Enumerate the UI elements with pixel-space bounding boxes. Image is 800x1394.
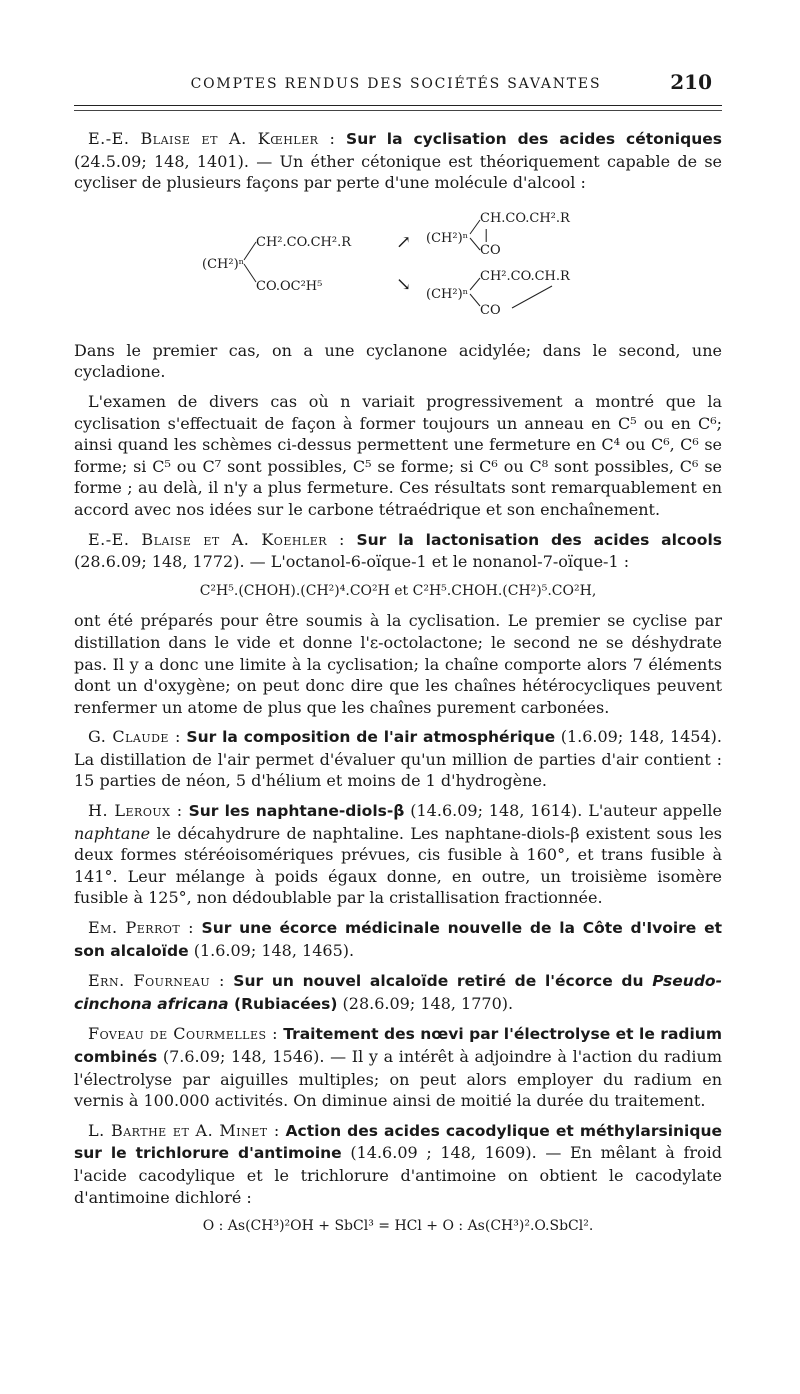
entry-text: — Un éther cétonique est théoriquement capable de se cycliser de plusieurs façons par perte d'une molécule d'alcool : bbox=[74, 151, 722, 193]
entry-authors: H. Leroux : bbox=[88, 801, 183, 821]
entry-title: Traitement des nœvi par l'électrolyse et le radium combinés bbox=[74, 1025, 722, 1066]
header-rule-thin bbox=[74, 110, 722, 111]
entry-text: le décahydrure de naphtaline. Les naphtane-diols-β existent sous les deux formes stéréoisomériques prévues, cis fusible à 160°, et trans fusible à 141°. Leur mélange à poids égaux donne, en outre, un troisième isomère fusible à 125°, non dédoublable par la cristallisation fractionnée. bbox=[74, 823, 722, 908]
entry-authors: Foveau de Courmelles : bbox=[88, 1024, 279, 1044]
formula: C²H⁵.(CHOH).(CH²)⁴.CO²H et C²H⁵.CHOH.(CH²)⁵.CO²H, bbox=[199, 582, 597, 599]
entry-cacodylique bbox=[74, 1120, 722, 1208]
paragraph: L'examen de divers cas où n variait progressivement a montré que la cyclisation s'effectuait de façon à former toujours un anneau en C⁵ ou en C⁶; ainsi quand les schèmes ci-dessus permettent une fermeture en C⁴ ou C⁶, C⁶ se forme; si C⁵ ou C⁷ sont possibles, C⁵ se forme; si C⁶ ou C⁸ sont possibles, C⁶ se forme ; au delà, il n'y a plus fermeture. Ces résultats sont remarquablement en accord avec nos idées sur le carbone tétraédrique et son enchaînement. bbox=[74, 391, 722, 519]
arrow-up: ↗ bbox=[396, 231, 412, 253]
entry-title: Action des acides cacodylique et méthylarsinique sur le trichlorure d'antimoine bbox=[74, 1121, 722, 1163]
entry-title-italic: Pseudo-cinchona africana bbox=[74, 972, 723, 1013]
entry-title: Sur la lactonisation des acides alcools bbox=[356, 530, 722, 549]
entry-title: Sur un nouvel alcaloïde retiré de l'écorce du bbox=[233, 972, 653, 991]
entry-ref: (28.6.09; 148, 1772). bbox=[74, 552, 245, 572]
entry-authors: G. Claude : bbox=[88, 727, 181, 747]
entry-ref: (28.6.09; 148, 1770). bbox=[342, 993, 514, 1013]
entry-title: Sur la cyclisation des acides cétoniques bbox=[346, 130, 722, 148]
entry-authors: Em. Perrot : bbox=[88, 918, 195, 938]
entry-text: — En mêlant à froid l'acide cacodylique et le trichlorure d'antimoine on obtient le cacodylate d'antimoine dichloré : bbox=[74, 1143, 723, 1207]
page-body bbox=[74, 128, 722, 1246]
bottom-bottom: CO bbox=[480, 302, 501, 318]
entry-authors: L. Barthe et A. Minet : bbox=[88, 1120, 280, 1140]
entry-noevi bbox=[74, 1023, 722, 1111]
entry-title: Sur les naphtane-diols-β bbox=[188, 802, 405, 821]
top-bar: | bbox=[484, 227, 489, 243]
entry-ref: (14.6.09; 148, 1614). bbox=[410, 801, 583, 821]
entry-title: Sur la composition de l'air atmosphérique bbox=[186, 728, 556, 747]
entry-authors: E.-E. Blaise et A. Koehler : bbox=[88, 529, 345, 549]
entry-lactonisation bbox=[74, 529, 722, 573]
entry-authors: Ern. Fourneau : bbox=[88, 971, 225, 991]
top-prefix: (CH²)ⁿ bbox=[426, 230, 469, 246]
entry-air bbox=[74, 726, 722, 792]
entry-ref: (1.6.09; 148, 1465). bbox=[193, 940, 355, 960]
running-title: COMPTES RENDUS DES SOCIÉTÉS SAVANTES bbox=[190, 76, 602, 92]
entry-text: — L'octanol-6-oïque-1 et le nonanol-7-oïque-1 : bbox=[244, 552, 630, 572]
entry-ref: (1.6.09; 148, 1454). bbox=[560, 727, 722, 747]
bottom-top: CH².CO.CH.R bbox=[480, 268, 570, 284]
formula: O : As(CH³)²OH + SbCl³ = HCl + O : As(CH³)².O.SbCl². bbox=[202, 1218, 594, 1235]
left-bottom: CO.OC²H⁵ bbox=[256, 278, 323, 294]
entry-italic: naphtane bbox=[74, 823, 151, 843]
left-top: CH².CO.CH².R bbox=[256, 234, 352, 250]
header-rule bbox=[74, 105, 722, 106]
entry-alcaloide bbox=[74, 970, 722, 1015]
entry-text: La distillation de l'air permet d'évaluer qu'un million de parties d'air contient : 15 parties de néon, 5 d'hélium et moins de 1 d'hydrogène. bbox=[74, 749, 722, 791]
entry-ecorce bbox=[74, 917, 722, 962]
page-number: 210 bbox=[670, 70, 712, 94]
entry-text: L'auteur appelle bbox=[582, 801, 722, 821]
page-header bbox=[72, 72, 720, 102]
entry-ref: (7.6.09; 148, 1546). bbox=[162, 1047, 325, 1066]
top-bottom: CO bbox=[480, 242, 501, 258]
bottom-prefix: (CH²)ⁿ bbox=[426, 286, 469, 302]
entry-ref: (24.5.09; 148, 1401). bbox=[74, 151, 249, 171]
entry-naphtane bbox=[74, 800, 722, 909]
entry-text: — Il y a intérêt à adjoindre à l'action du radium l'électrolyse par aiguilles multiples; on peut alors employer du radium en vernis à 100.000 activités. On diminue ainsi de moitié la durée du traitement. bbox=[74, 1047, 722, 1111]
entry-authors: E.-E. Blaise et A. Kœhler : bbox=[88, 129, 336, 148]
cyclisation-scheme bbox=[74, 202, 722, 330]
entry-title-end: (Rubiacées) bbox=[228, 994, 338, 1013]
entry-cyclisation bbox=[74, 128, 722, 194]
paragraph: Dans le premier cas, on a une cyclanone acidylée; dans le second, une cycladione. bbox=[74, 340, 722, 382]
paragraph: ont été préparés pour être soumis à la cyclisation. Le premier se cyclise par distillation dans le vide et donne l'ε-octolactone; le second ne se déshydrate pas. Il y a donc une limite à la cyclisation; la chaîne comporte alors 7 éléments dont un d'oxygène; on peut donc dire que les chaînes hétérocycliques peuvent renfermer un atome de plus que les chaînes purement carbonées. bbox=[74, 611, 722, 717]
arrow-down: ↘ bbox=[396, 273, 412, 295]
scheme-bonds bbox=[74, 202, 722, 330]
left-prefix: (CH²)ⁿ bbox=[202, 256, 245, 272]
entry-ref: (14.6.09 ; 148, 1609). bbox=[350, 1143, 537, 1163]
top-top: CH.CO.CH².R bbox=[480, 210, 570, 226]
entry-title: Sur une écorce médicinale nouvelle de la Côte d'Ivoire et son alcaloïde bbox=[74, 919, 722, 960]
